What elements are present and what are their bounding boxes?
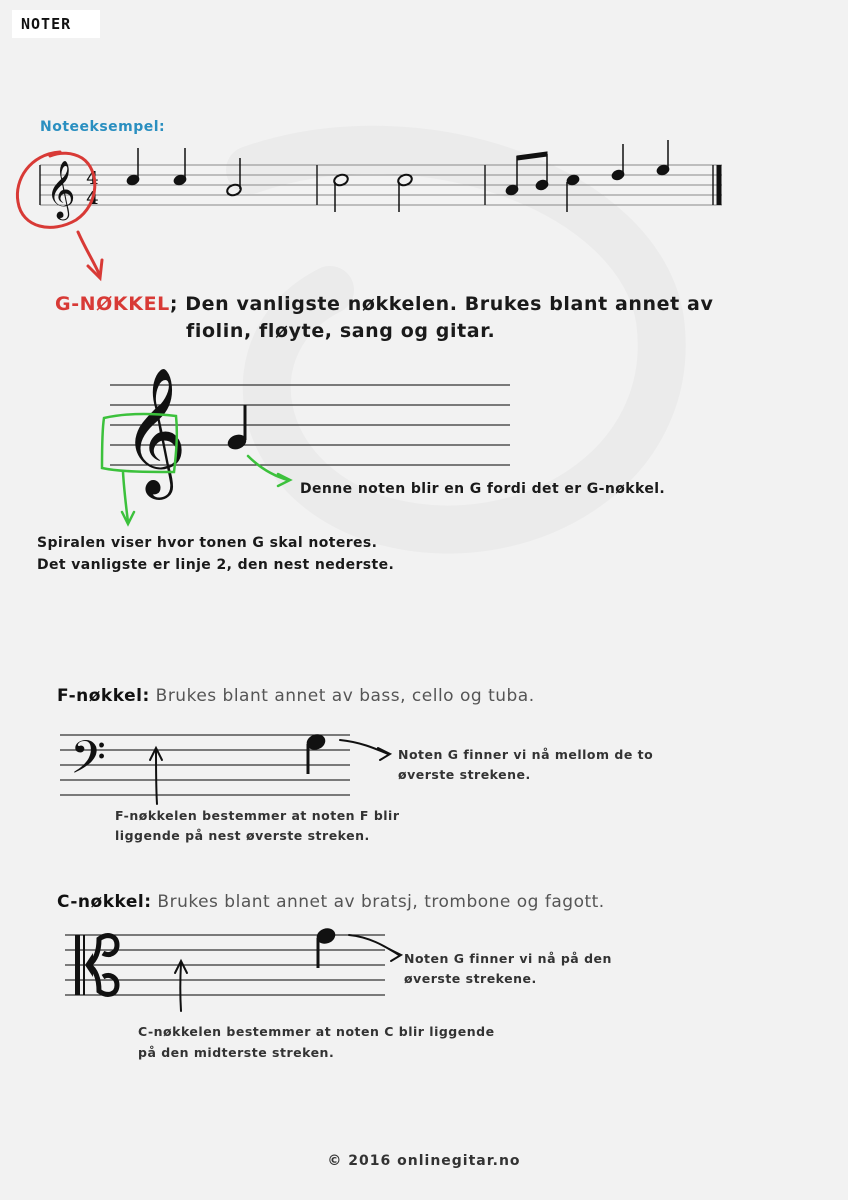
- c-clef-note-annotation-2: øverste strekene.: [404, 971, 537, 986]
- example-label: Noteeksempel:: [40, 119, 166, 135]
- g-clef-title: G-NØKKEL: [55, 293, 170, 315]
- svg-text:𝄞: 𝄞: [122, 366, 188, 494]
- g-clef-description-1: ; Den vanligste nøkkelen. Brukes blant annet av: [169, 293, 714, 315]
- c-clef-note-annotation-1: Noten G finner vi nå på den: [404, 951, 612, 966]
- svg-text:𝄞: 𝄞: [46, 160, 76, 218]
- f-clef-annotation-1: F-nøkkelen bestemmer at noten F blir: [115, 808, 400, 823]
- time-signature-bottom: 4: [86, 188, 99, 209]
- arrow-icon: [175, 961, 187, 1011]
- arrow-icon: [349, 935, 401, 961]
- treble-clef-icon: [46, 160, 76, 221]
- g-note-annotation: Denne noten blir en G fordi det er G-nøkkel.: [300, 481, 666, 497]
- g-clef-staff: [90, 360, 530, 540]
- arrow-icon: [78, 232, 102, 278]
- c-clef-title: C-nøkkel:: [57, 892, 152, 912]
- f-clef-title: F-nøkkel:: [57, 686, 150, 706]
- notes-measure-2: [333, 173, 414, 212]
- c-clef-note: [315, 926, 337, 968]
- svg-text:𝄢: 𝄢: [70, 731, 107, 796]
- notes-measure-3: [505, 140, 670, 212]
- f-clef-staff: [50, 720, 450, 820]
- c-clef-description: Brukes blant annet av bratsj, trombone og fagott.: [157, 892, 605, 912]
- f-clef-note: [305, 732, 327, 774]
- f-clef-annotation-2: liggende på nest øverste streken.: [115, 828, 370, 843]
- example-staff: [0, 140, 848, 290]
- g-clef-heading: [55, 293, 713, 315]
- spiral-annotation-2: Det vanligste er linje 2, den nest nederste.: [37, 557, 395, 573]
- page-tab: [12, 10, 100, 38]
- f-clef-heading: [57, 686, 535, 706]
- f-clef-description: Brukes blant annet av bass, cello og tuba.: [155, 686, 535, 706]
- f-clef-note-annotation-2: øverste strekene.: [398, 767, 531, 782]
- c-clef-heading: [57, 892, 605, 912]
- footer-copyright: © 2016 onlinegitar.no: [327, 1153, 521, 1169]
- notes-measure-1: [126, 148, 242, 197]
- g-clef-description-2: fiolin, fløyte, sang og gitar.: [186, 320, 496, 342]
- f-clef-note-annotation-1: Noten G finner vi nå mellom de to: [398, 747, 654, 762]
- g-note: [226, 405, 247, 451]
- page-tab-label: NOTER: [21, 15, 72, 33]
- bass-clef-icon: [70, 731, 106, 796]
- c-clef-annotation-2: på den midterste streken.: [138, 1045, 335, 1060]
- time-signature-top: 4: [86, 168, 99, 189]
- arrow-icon: [248, 456, 290, 486]
- spiral-annotation-1: Spiralen viser hvor tonen G skal noteres.: [37, 535, 378, 551]
- c-clef-annotation-1: C-nøkkelen bestemmer at noten C blir liggende: [138, 1024, 495, 1039]
